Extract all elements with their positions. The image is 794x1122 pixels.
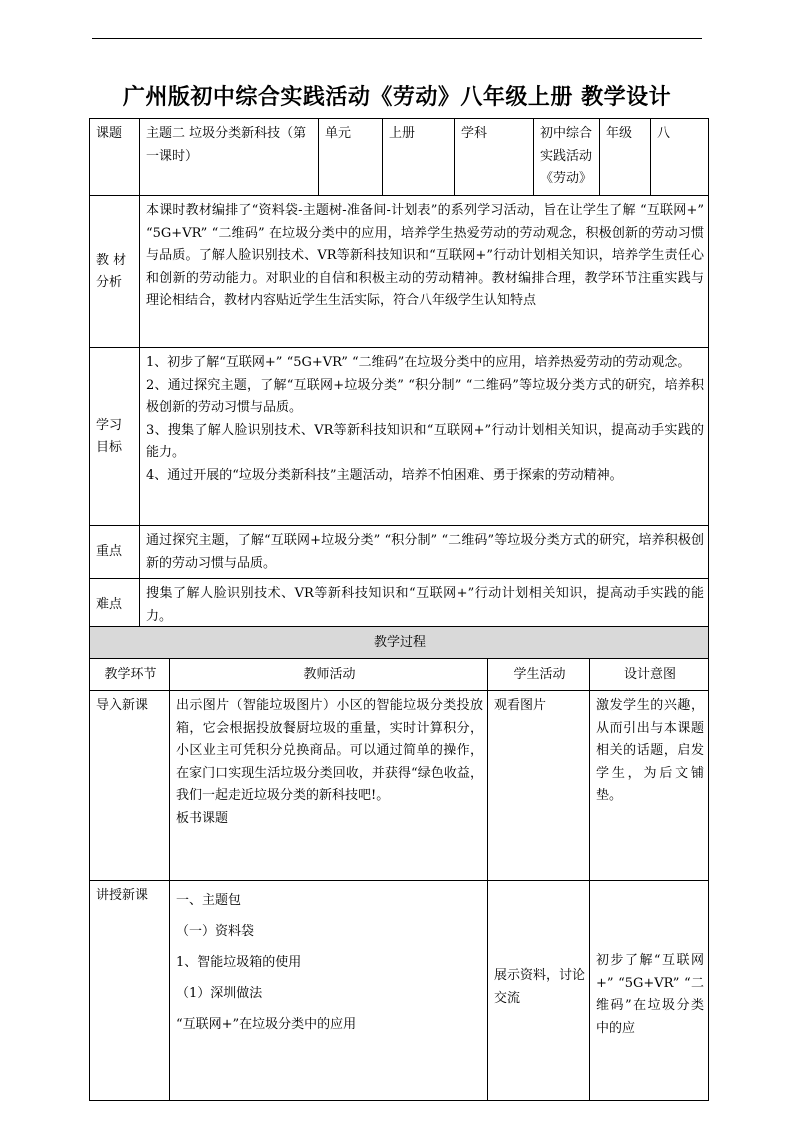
difficulty-label: 难点 [90, 579, 140, 632]
analysis-label-line2: 分析 [96, 275, 123, 290]
process-header: 教学过程 [90, 627, 709, 659]
teacher-line: （1）深圳做法 [176, 986, 263, 1001]
difficulty-text: 搜集了解人脸识别技术、VR等新科技知识和“互联网+”行动计划相关知识，提高动手实践的能力。 [140, 579, 709, 632]
unit-label: 单元 [319, 119, 383, 196]
col-teacher: 教师活动 [170, 659, 488, 691]
goal-item: 1、初步了解“互联网+” “5G+VR” “二维码”在垃圾分类中的应用，培养热爱劳动的劳动观念。 [146, 355, 691, 370]
col-student: 学生活动 [488, 659, 590, 691]
process-row-intro [90, 691, 709, 881]
col-intent: 设计意图 [590, 659, 709, 691]
page-title: 广州版初中综合实践活动《劳动》八年级上册 教学设计 [122, 84, 672, 110]
lesson-info-table [89, 118, 709, 632]
student-cell [488, 881, 590, 1101]
goals-label-line1: 学习 [96, 417, 123, 433]
stage-cell: 讲授新课 [90, 881, 170, 1101]
teacher-line: “互联网+”在垃圾分类中的应用 [176, 1017, 357, 1032]
key-point-text: 通过探究主题，了解“互联网+垃圾分类” “积分制” “二维码”等垃圾分类方式的研究，培养积极创新的劳动习惯与品质。 [140, 526, 709, 579]
analysis-label [90, 196, 140, 348]
unit-value: 上册 [383, 119, 455, 196]
goals-list [140, 348, 709, 526]
intent-text: 初步了解“互联网+” “5G+VR” “二维码”在垃圾分类中的应 [596, 953, 705, 1036]
teacher-line: 一、主题包 [176, 893, 242, 908]
analysis-row [90, 196, 709, 348]
intent-cell [590, 881, 709, 1101]
process-header-row [90, 627, 709, 659]
teacher-line: （一）资料袋 [176, 924, 255, 939]
teacher-line: 板书课题 [176, 810, 229, 826]
goals-row [90, 348, 709, 526]
goal-item: 3、搜集了解人脸识别技术、VR等新科技知识和“互联网+”行动计划相关知识，提高动手实践的能力。 [146, 422, 704, 460]
student-cell: 观看图片 [488, 691, 590, 881]
analysis-text: 本课时教材编排了“资料袋-主题树-准备间-计划表”的系列学习活动，旨在让学生了解 “互联网+” “5G+VR” “二维码” 在垃圾分类中的应用，培养学生热爱劳动的劳动观念，积极创新的劳动习惯与品质。了解人脸识别技术、VR等新科技知识和“互联网+”行动计划相关知识，培养学生责任心和创新的劳动能力。对职业的自信和积极主动的劳动精神。教材编排合理，教学环节注重实践与理论相结合，教材内容贴近学生生活实际，符合八年级学生认知特点 [140, 196, 709, 348]
teacher-cell [170, 881, 488, 1101]
grade-value: 八 [651, 119, 709, 196]
info-row [90, 119, 709, 196]
teacher-line: 1、智能垃圾箱的使用 [176, 955, 302, 970]
goal-item: 2、通过探究主题，了解“互联网+垃圾分类” “积分制” “二维码”等垃圾分类方式的研究，培养积极创新的劳动习惯与品质。 [146, 377, 704, 415]
col-stage: 教学环节 [90, 659, 170, 691]
goals-label [90, 348, 140, 526]
key-point-row [90, 526, 709, 579]
subject-label: 学科 [455, 119, 534, 196]
difficulty-row [90, 579, 709, 632]
teacher-cell [170, 691, 488, 881]
subject-value: 初中综合实践活动《劳动》 [534, 119, 600, 196]
grade-label: 年级 [600, 119, 651, 196]
key-point-label: 重点 [90, 526, 140, 579]
goals-label-line2: 目标 [96, 440, 123, 455]
topic-value: 主题二 垃圾分类新科技（第一课时） [140, 119, 319, 196]
teacher-line: 出示图片（智能垃圾图片）小区的智能垃圾分类投放箱，它会根据投放餐厨垃圾的重量，实时计算积分，小区业主可凭积分兑换商品。可以通过简单的操作，在家门口实现生活垃圾分类回收，并获得“绿色收益，我们一起走近垃圾分类的新科技吧!。 [176, 698, 483, 803]
analysis-label-line1: 教 材 [96, 252, 127, 268]
topic-label: 课题 [90, 119, 140, 196]
process-columns-row [90, 659, 709, 691]
header-rule [92, 38, 702, 39]
student-text: 展示资料，讨论交流 [494, 968, 586, 1006]
process-row-lecture [90, 881, 709, 1101]
teaching-process-table [89, 626, 709, 1101]
goal-item: 4、通过开展的“垃圾分类新科技”主题活动，培养不怕困难、勇于探索的劳动精神。 [146, 467, 623, 483]
intent-cell: 激发学生的兴趣，从而引出与本课题相关的话题，启发学生，为后文铺垫。 [590, 691, 709, 881]
stage-cell: 导入新课 [90, 691, 170, 881]
